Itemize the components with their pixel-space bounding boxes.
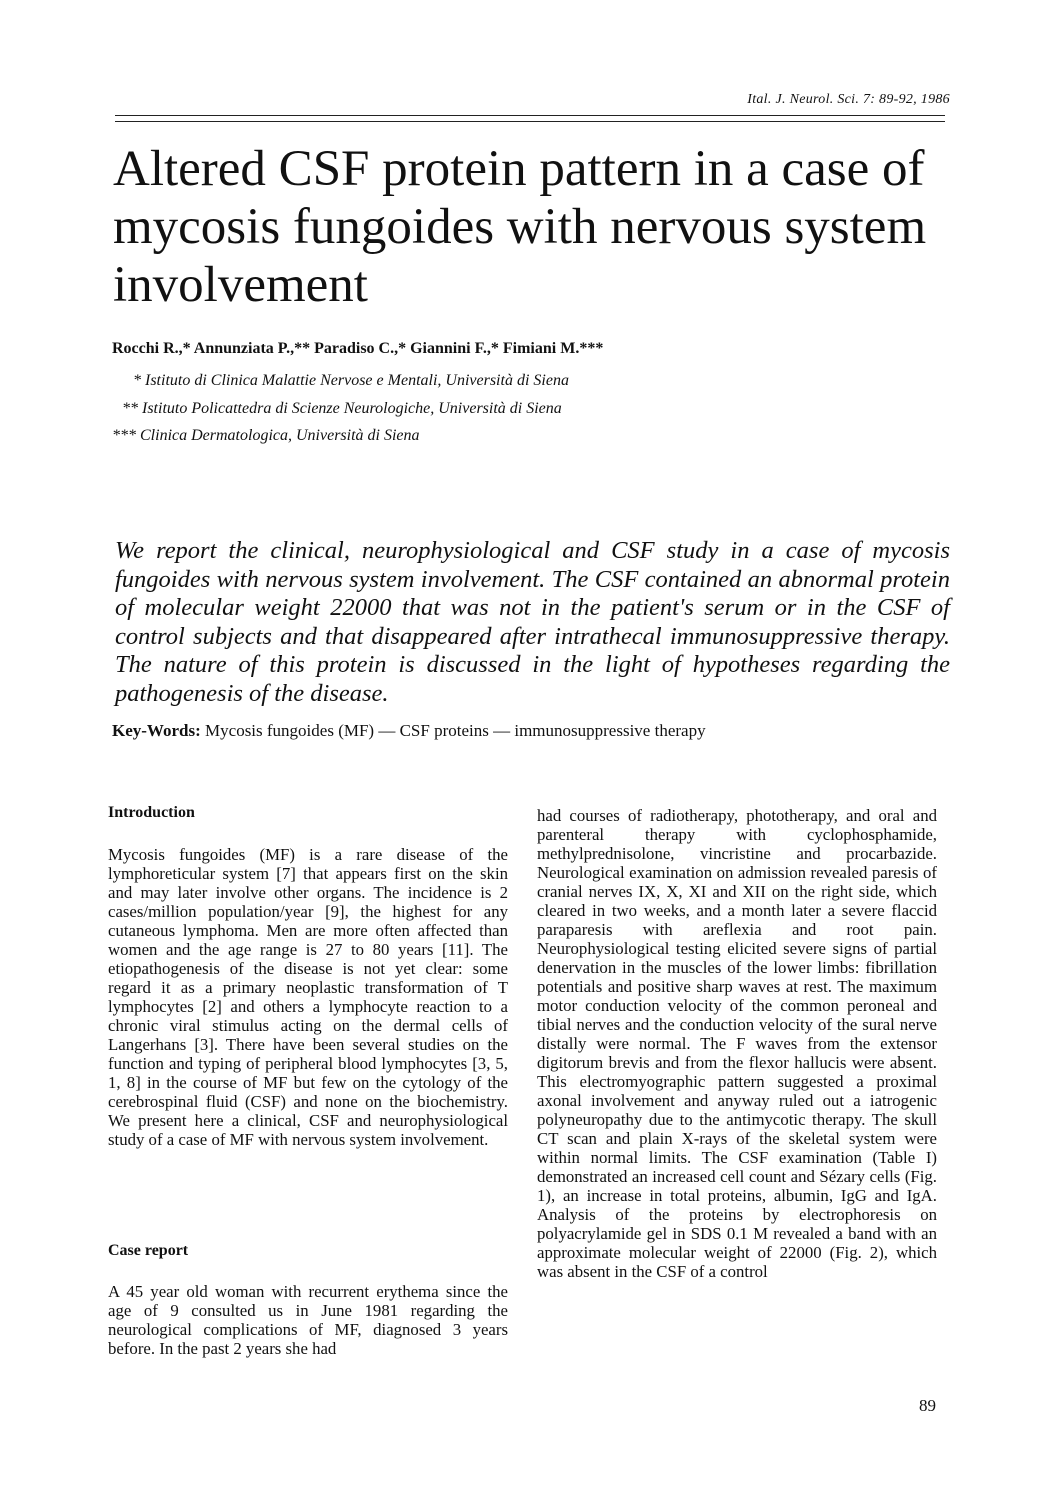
page-number: 89 [919, 1396, 936, 1415]
introduction-body [108, 845, 508, 1149]
introduction-paragraph: Mycosis fungoides (MF) is a rare disease of the lymphoreticular system [7] that appears first on the skin and may later involve other organs. The incidence is 2 cases/million population/year [9], the highest for any cutaneous lymphoma. Men are more often affected than women and the age range is 27 to 80 years [11]. The etiopathogenesis of the disease is not yet clear: some regard it as a primary neoplastic transformation of T lymphocytes [2] and others a lymphocyte reaction to a chronic viral stimulus acting on the dermal cells of Langerhans [3]. There have been several studies on the function and typing of peripheral blood lymphocytes [3, 5, 1, 8] in the course of MF but few on the cytology of the cerebrospinal fluid (CSF) and none on the biochemistry. We present here a clinical, CSF and neurophysiological study of a case of MF with nervous system involvement. [108, 845, 508, 1149]
abstract: We report the clinical, neurophysiological and CSF study in a case of mycosis fungoides with nervous system involvement. The CSF contained an abnormal protein of molecular weight 22000 that was not in the patient's serum or in the CSF of control subjects and that disappeared after intrathecal immunosuppressive therapy. The nature of this protein is discussed in the light of hypotheses regarding the pathogenesis of the disease. [115, 537, 950, 707]
keywords-label: Key-Words: [112, 721, 201, 740]
header-rule-top [115, 115, 945, 116]
case-report-body [108, 1282, 508, 1358]
keywords [112, 721, 706, 741]
affiliation-3: *** Clinica Dermatologica, Università di Siena [112, 427, 420, 444]
keywords-text: Mycosis fungoides (MF) — CSF proteins — immunosuppressive therapy [205, 721, 706, 740]
affiliation-2: ** Istituto Policattedra di Scienze Neurologiche, Università di Siena [122, 400, 562, 417]
author-list: Rocchi R.,* Annunziata P.,** Paradiso C.,* Giannini F.,* Fimiani M.*** [112, 340, 604, 357]
affiliation-1: * Istituto di Clinica Malattie Nervose e Mentali, Università di Siena [133, 372, 569, 389]
journal-reference: Ital. J. Neurol. Sci. 7: 89-92, 1986 [747, 92, 950, 107]
case-report-paragraph: A 45 year old woman with recurrent erythema since the age of 9 consulted us in June 1981 regarding the neurological complications of MF, diagnosed 3 years before. In the past 2 years she had [108, 1282, 508, 1358]
right-column-paragraph: had courses of radiotherapy, phototherapy, and oral and parenteral therapy with cyclophosphamide, methylprednisolone, vincristine and procarbazide. Neurological examination on admission revealed paresis of cranial nerves IX, X, XI and XII on the right side, which cleared in two weeks, and a month later a severe flaccid paraparesis with areflexia and root pain. Neurophysiological testing elicited severe signs of partial denervation in the muscles of the lower limbs: fibrillation potentials and positive sharp waves at rest. The maximum motor conduction velocity of the common peroneal and tibial nerves and the conduction velocity of the sural nerve distally were normal. The F waves from the extensor digitorum brevis and from the flexor hallucis were absent. This electromyographic pattern suggested a proximal axonal involvement and anyway ruled out a iatrogenic polyneuropathy due to the antimycotic therapy. The skull CT scan and plain X-rays of the skeletal system were within normal limits. The CSF examination (Table I) demonstrated an increased cell count and Sézary cells (Fig. 1), an increase in total proteins, albumin, IgG and IgA. Analysis of the proteins by electrophoresis on polyacrylamide gel in SDS 0.1 M revealed a band with an approximate molecular weight of 22000 (Fig. 2), which was absent in the CSF of a control [537, 806, 937, 1281]
case-report-heading: Case report [108, 1242, 189, 1259]
article-title: Altered CSF protein pattern in a case of mycosis fungoides with nervous system involvement [113, 141, 927, 313]
introduction-heading: Introduction [108, 804, 195, 821]
header-rule-bottom [115, 121, 945, 122]
right-column-body [537, 806, 937, 1281]
